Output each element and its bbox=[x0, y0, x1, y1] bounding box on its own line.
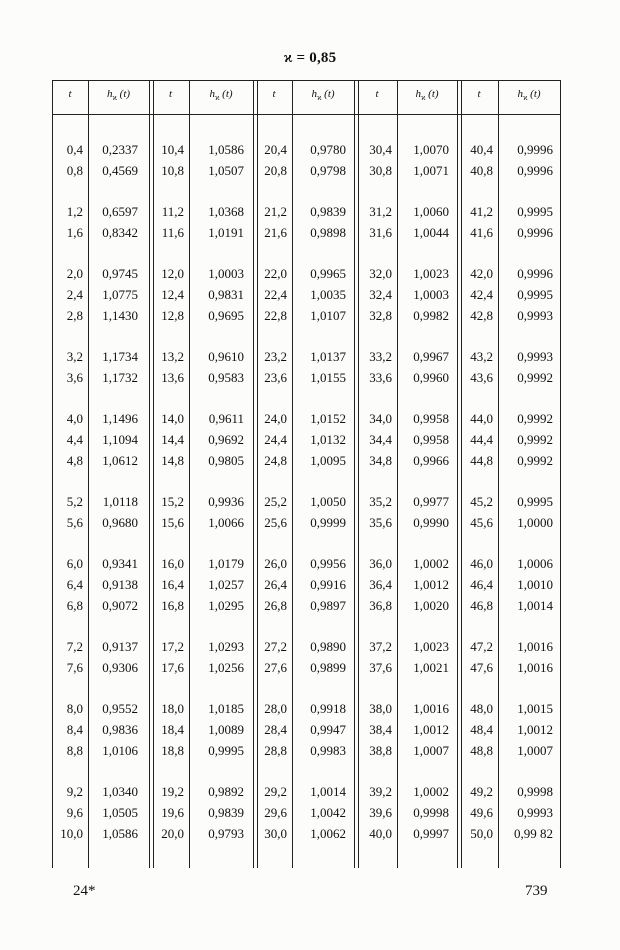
t-value: 4,8 bbox=[66, 453, 83, 468]
h-value: 1,0118 bbox=[102, 494, 138, 509]
column-rule bbox=[560, 80, 561, 868]
t-value: 0,4 bbox=[66, 142, 83, 157]
t-value: 20,4 bbox=[264, 142, 287, 157]
t-value: 12,0 bbox=[161, 266, 184, 281]
t-value: 0,8 bbox=[66, 163, 83, 178]
h-value: 0,9918 bbox=[310, 701, 346, 716]
h-value: 0,9965 bbox=[310, 266, 346, 281]
h-value: 0,6597 bbox=[102, 204, 138, 219]
h-value: 0,9680 bbox=[102, 515, 138, 530]
t-value: 33,6 bbox=[369, 370, 392, 385]
h-value: 0,9745 bbox=[102, 266, 138, 281]
t-value: 49,2 bbox=[470, 784, 493, 799]
t-value: 44,4 bbox=[470, 432, 493, 447]
t-value: 42,8 bbox=[470, 308, 493, 323]
h-value: 0,9995 bbox=[208, 743, 244, 758]
t-value: 42,0 bbox=[470, 266, 493, 281]
h-value: 0,9996 bbox=[517, 225, 553, 240]
table-title: ϰ = 0,85 bbox=[283, 50, 337, 66]
t-value: 38,4 bbox=[369, 722, 392, 737]
t-value: 30,8 bbox=[369, 163, 392, 178]
t-value: 8,0 bbox=[66, 701, 83, 716]
t-value: 18,4 bbox=[161, 722, 184, 737]
h-value: 0,9966 bbox=[413, 453, 449, 468]
t-value: 30,4 bbox=[369, 142, 392, 157]
h-value: 1,0003 bbox=[413, 287, 449, 302]
header-h bbox=[397, 88, 457, 108]
t-value: 20,8 bbox=[264, 163, 287, 178]
t-value: 18,0 bbox=[161, 701, 184, 716]
header-h-symbol: h bbox=[517, 88, 523, 100]
h-value: 1,0132 bbox=[310, 432, 346, 447]
h-value: 0,9072 bbox=[102, 598, 138, 613]
t-value: 25,2 bbox=[264, 494, 287, 509]
values-table bbox=[52, 80, 560, 868]
h-value: 1,0060 bbox=[413, 204, 449, 219]
h-value: 1,0107 bbox=[310, 308, 346, 323]
h-value: 0,8342 bbox=[102, 225, 138, 240]
header-h-subscript: ϰ bbox=[214, 93, 220, 103]
h-value: 1,0256 bbox=[208, 660, 244, 675]
t-value: 32,4 bbox=[369, 287, 392, 302]
t-value: 37,6 bbox=[369, 660, 392, 675]
t-value: 19,2 bbox=[161, 784, 184, 799]
h-value: 0,9947 bbox=[310, 722, 346, 737]
header-h-symbol: h bbox=[415, 88, 421, 100]
h-value: 0,9611 bbox=[208, 411, 244, 426]
t-value: 43,2 bbox=[470, 349, 493, 364]
t-value: 22,8 bbox=[264, 308, 287, 323]
h-value: 1,0002 bbox=[413, 784, 449, 799]
t-value: 35,2 bbox=[369, 494, 392, 509]
header-h-argument: (t) bbox=[321, 88, 335, 100]
h-value: 1,0012 bbox=[413, 722, 449, 737]
t-value: 6,8 bbox=[66, 598, 83, 613]
t-value: 26,8 bbox=[264, 598, 287, 613]
t-value: 44,0 bbox=[470, 411, 493, 426]
header-t: t bbox=[168, 88, 173, 100]
t-value: 3,6 bbox=[66, 370, 83, 385]
t-value: 48,8 bbox=[470, 743, 493, 758]
h-value: 1,0014 bbox=[310, 784, 346, 799]
h-value: 0,9138 bbox=[102, 577, 138, 592]
t-value: 42,4 bbox=[470, 287, 493, 302]
t-value: 34,8 bbox=[369, 453, 392, 468]
t-value: 3,2 bbox=[66, 349, 83, 364]
t-value: 36,8 bbox=[369, 598, 392, 613]
h-value: 0,9982 bbox=[413, 308, 449, 323]
h-value: 1,0016 bbox=[413, 701, 449, 716]
t-value: 10,4 bbox=[161, 142, 184, 157]
header-h-argument: (t) bbox=[425, 88, 439, 100]
t-value: 46,8 bbox=[470, 598, 493, 613]
header-h-symbol: h bbox=[106, 88, 113, 100]
t-value: 37,2 bbox=[369, 639, 392, 654]
t-value: 24,0 bbox=[264, 411, 287, 426]
t-value: 26,0 bbox=[264, 556, 287, 571]
t-value: 16,0 bbox=[161, 556, 184, 571]
h-value: 0,9793 bbox=[208, 826, 244, 841]
h-value: 1,0003 bbox=[208, 266, 244, 281]
t-value: 34,4 bbox=[369, 432, 392, 447]
t-value: 15,2 bbox=[161, 494, 184, 509]
t-value: 27,6 bbox=[264, 660, 287, 675]
t-value: 39,2 bbox=[369, 784, 392, 799]
t-value: 21,2 bbox=[264, 204, 287, 219]
h-value: 1,0007 bbox=[517, 743, 553, 758]
h-value: 1,0612 bbox=[102, 453, 138, 468]
t-value: 2,0 bbox=[66, 266, 83, 281]
h-value: 1,0152 bbox=[310, 411, 346, 426]
t-value: 2,8 bbox=[66, 308, 83, 323]
header-h bbox=[88, 88, 149, 108]
h-value: 1,0191 bbox=[208, 225, 244, 240]
h-value: 1,0012 bbox=[517, 722, 553, 737]
h-value: 1,0368 bbox=[208, 204, 244, 219]
t-value: 23,2 bbox=[264, 349, 287, 364]
t-value: 30,0 bbox=[264, 826, 287, 841]
t-value: 4,4 bbox=[66, 432, 83, 447]
header-h-subscript: ϰ bbox=[522, 93, 528, 103]
t-value: 47,2 bbox=[470, 639, 493, 654]
header-t: t bbox=[477, 88, 481, 100]
t-value: 32,8 bbox=[369, 308, 392, 323]
h-value: 0,9992 bbox=[517, 453, 553, 468]
h-value: 1,0062 bbox=[310, 826, 346, 841]
t-value: 25,6 bbox=[264, 515, 287, 530]
h-value: 1,0185 bbox=[208, 701, 244, 716]
h-value: 1,1734 bbox=[102, 349, 138, 364]
h-value: 0,9898 bbox=[310, 225, 346, 240]
h-value: 0,9993 bbox=[517, 308, 553, 323]
h-value: 1,0050 bbox=[310, 494, 346, 509]
h-value: 0,9137 bbox=[102, 639, 138, 654]
header-h-argument: (t) bbox=[116, 88, 131, 100]
t-value: 31,6 bbox=[369, 225, 392, 240]
t-value: 32,0 bbox=[369, 266, 392, 281]
t-value: 47,6 bbox=[470, 660, 493, 675]
t-value: 14,8 bbox=[161, 453, 184, 468]
h-value: 0,9967 bbox=[413, 349, 449, 364]
t-value: 49,6 bbox=[470, 805, 493, 820]
h-value: 1,1094 bbox=[102, 432, 138, 447]
t-value: 24,8 bbox=[264, 453, 287, 468]
t-value: 44,8 bbox=[470, 453, 493, 468]
h-value: 0,9831 bbox=[208, 287, 244, 302]
h-value: 0,9977 bbox=[413, 494, 449, 509]
header-h-argument: (t) bbox=[527, 88, 541, 100]
h-value: 1,0020 bbox=[413, 598, 449, 613]
t-value: 5,6 bbox=[66, 515, 83, 530]
t-value: 36,0 bbox=[369, 556, 392, 571]
h-value: 0,9956 bbox=[310, 556, 346, 571]
header-t: t bbox=[272, 88, 276, 100]
header-h-symbol: h bbox=[311, 88, 317, 100]
t-value: 46,0 bbox=[470, 556, 493, 571]
t-value: 38,8 bbox=[369, 743, 392, 758]
header-h-subscript: ϰ bbox=[316, 93, 322, 103]
t-value: 2,4 bbox=[66, 287, 83, 302]
h-value: 1,0071 bbox=[413, 163, 449, 178]
t-value: 41,2 bbox=[470, 204, 493, 219]
t-value: 35,6 bbox=[369, 515, 392, 530]
h-value: 0,9995 bbox=[517, 494, 553, 509]
h-value: 0,9993 bbox=[517, 805, 553, 820]
t-value: 8,8 bbox=[66, 743, 83, 758]
h-value: 0,9958 bbox=[413, 432, 449, 447]
h-value: 1,1430 bbox=[102, 308, 138, 323]
h-value: 0,9995 bbox=[517, 287, 553, 302]
h-value: 0,9839 bbox=[310, 204, 346, 219]
header-t: t bbox=[375, 88, 379, 100]
t-value: 36,4 bbox=[369, 577, 392, 592]
t-value: 16,4 bbox=[161, 577, 184, 592]
h-value: 1,0179 bbox=[208, 556, 244, 571]
t-value: 22,0 bbox=[264, 266, 287, 281]
t-value: 50,0 bbox=[470, 826, 493, 841]
t-value: 26,4 bbox=[264, 577, 287, 592]
h-value: 1,0507 bbox=[208, 163, 244, 178]
t-value: 15,6 bbox=[161, 515, 184, 530]
h-value: 1,0010 bbox=[517, 577, 553, 592]
t-value: 33,2 bbox=[369, 349, 392, 364]
h-value: 0,9306 bbox=[102, 660, 138, 675]
h-value: 1,0023 bbox=[413, 266, 449, 281]
h-value: 0,9983 bbox=[310, 743, 346, 758]
h-value: 0,9836 bbox=[102, 722, 138, 737]
h-value: 1,0295 bbox=[208, 598, 244, 613]
t-value: 1,6 bbox=[66, 225, 83, 240]
t-value: 7,2 bbox=[66, 639, 83, 654]
h-value: 1,0257 bbox=[208, 577, 244, 592]
h-value: 0,9583 bbox=[208, 370, 244, 385]
t-value: 10,0 bbox=[60, 826, 83, 841]
header-h bbox=[292, 88, 354, 108]
t-value: 31,2 bbox=[369, 204, 392, 219]
header-h-subscript: ϰ bbox=[112, 93, 117, 103]
t-value: 11,2 bbox=[161, 204, 184, 219]
h-value: 0,9780 bbox=[310, 142, 346, 157]
h-value: 0,4569 bbox=[102, 163, 138, 178]
t-value: 18,8 bbox=[161, 743, 184, 758]
h-value: 1,0012 bbox=[413, 577, 449, 592]
t-value: 40,4 bbox=[470, 142, 493, 157]
t-value: 10,8 bbox=[161, 163, 184, 178]
t-value: 14,0 bbox=[161, 411, 184, 426]
h-value: 1,0586 bbox=[102, 826, 138, 841]
h-value: 0,9610 bbox=[208, 349, 244, 364]
h-value: 0,9996 bbox=[517, 163, 553, 178]
h-value: 1,0095 bbox=[310, 453, 346, 468]
header-h-argument: (t) bbox=[219, 88, 233, 100]
h-value: 1,0775 bbox=[102, 287, 138, 302]
header-h-subscript: ϰ bbox=[420, 93, 426, 103]
h-value: 0,9996 bbox=[517, 142, 553, 157]
h-value: 1,0015 bbox=[517, 701, 553, 716]
page-number: 739 bbox=[525, 883, 548, 899]
h-value: 0,9798 bbox=[310, 163, 346, 178]
t-value: 29,6 bbox=[264, 805, 287, 820]
h-value: 1,0070 bbox=[413, 142, 449, 157]
t-value: 17,2 bbox=[161, 639, 184, 654]
h-value: 1,0000 bbox=[517, 515, 553, 530]
t-value: 46,4 bbox=[470, 577, 493, 592]
h-value: 0,9960 bbox=[413, 370, 449, 385]
h-value: 0,9996 bbox=[517, 266, 553, 281]
t-value: 28,4 bbox=[264, 722, 287, 737]
t-value: 28,8 bbox=[264, 743, 287, 758]
header-t: t bbox=[68, 88, 72, 100]
t-value: 6,0 bbox=[66, 556, 83, 571]
h-value: 0,9552 bbox=[102, 701, 138, 716]
h-value: 1,0106 bbox=[102, 743, 138, 758]
t-value: 12,4 bbox=[161, 287, 184, 302]
h-value: 1,1496 bbox=[102, 411, 138, 426]
t-value: 40,8 bbox=[470, 163, 493, 178]
h-value: 0,9890 bbox=[310, 639, 346, 654]
t-value: 9,2 bbox=[66, 784, 83, 799]
t-value: 8,4 bbox=[66, 722, 83, 737]
h-value: 1,0016 bbox=[517, 639, 553, 654]
h-value: 0,9692 bbox=[208, 432, 244, 447]
h-value: 0,9341 bbox=[102, 556, 138, 571]
t-value: 23,6 bbox=[264, 370, 287, 385]
h-value: 1,0023 bbox=[413, 639, 449, 654]
t-value: 41,6 bbox=[470, 225, 493, 240]
t-value: 9,6 bbox=[66, 805, 83, 820]
t-value: 28,0 bbox=[264, 701, 287, 716]
t-value: 21,6 bbox=[264, 225, 287, 240]
t-value: 22,4 bbox=[264, 287, 287, 302]
t-value: 45,2 bbox=[470, 494, 493, 509]
t-value: 17,6 bbox=[161, 660, 184, 675]
t-value: 43,6 bbox=[470, 370, 493, 385]
t-value: 48,4 bbox=[470, 722, 493, 737]
t-value: 7,6 bbox=[66, 660, 83, 675]
h-value: 0,9916 bbox=[310, 577, 346, 592]
t-value: 40,0 bbox=[369, 826, 392, 841]
t-value: 27,2 bbox=[264, 639, 287, 654]
signature-mark: 24* bbox=[73, 883, 96, 899]
h-value: 0,99 82 bbox=[514, 826, 553, 841]
h-value: 0,9995 bbox=[517, 204, 553, 219]
t-value: 11,6 bbox=[161, 225, 184, 240]
t-value: 48,0 bbox=[470, 701, 493, 716]
h-value: 0,9998 bbox=[517, 784, 553, 799]
h-value: 0,9990 bbox=[413, 515, 449, 530]
h-value: 0,9892 bbox=[208, 784, 244, 799]
header-h bbox=[498, 88, 560, 108]
h-value: 1,0014 bbox=[517, 598, 553, 613]
h-value: 1,0035 bbox=[310, 287, 346, 302]
table-top-rule bbox=[52, 80, 560, 81]
h-value: 0,9999 bbox=[310, 515, 346, 530]
t-value: 34,0 bbox=[369, 411, 392, 426]
h-value: 1,1732 bbox=[102, 370, 138, 385]
t-value: 12,8 bbox=[161, 308, 184, 323]
h-value: 1,0007 bbox=[413, 743, 449, 758]
header-h-symbol: h bbox=[209, 88, 215, 100]
h-value: 1,0042 bbox=[310, 805, 346, 820]
t-value: 39,6 bbox=[369, 805, 392, 820]
h-value: 1,0586 bbox=[208, 142, 244, 157]
t-value: 24,4 bbox=[264, 432, 287, 447]
h-value: 0,9899 bbox=[310, 660, 346, 675]
h-value: 0,9695 bbox=[208, 308, 244, 323]
t-value: 16,8 bbox=[161, 598, 184, 613]
h-value: 0,9992 bbox=[517, 411, 553, 426]
t-value: 45,6 bbox=[470, 515, 493, 530]
h-value: 1,0044 bbox=[413, 225, 449, 240]
t-value: 29,2 bbox=[264, 784, 287, 799]
t-value: 4,0 bbox=[66, 411, 83, 426]
t-value: 13,2 bbox=[161, 349, 184, 364]
t-value: 38,0 bbox=[369, 701, 392, 716]
h-value: 1,0293 bbox=[208, 639, 244, 654]
h-value: 1,0021 bbox=[413, 660, 449, 675]
h-value: 1,0505 bbox=[102, 805, 138, 820]
h-value: 1,0340 bbox=[102, 784, 138, 799]
h-value: 1,0137 bbox=[310, 349, 346, 364]
h-value: 0,9897 bbox=[310, 598, 346, 613]
t-value: 19,6 bbox=[161, 805, 184, 820]
header-rule bbox=[52, 114, 560, 115]
h-value: 0,9839 bbox=[208, 805, 244, 820]
h-value: 1,0006 bbox=[517, 556, 553, 571]
h-value: 0,9998 bbox=[413, 805, 449, 820]
h-value: 0,9936 bbox=[208, 494, 244, 509]
header-h bbox=[189, 88, 253, 108]
t-value: 20,0 bbox=[161, 826, 184, 841]
h-value: 0,9992 bbox=[517, 432, 553, 447]
t-value: 5,2 bbox=[66, 494, 83, 509]
t-value: 6,4 bbox=[66, 577, 83, 592]
h-value: 1,0089 bbox=[208, 722, 244, 737]
h-value: 1,0016 bbox=[517, 660, 553, 675]
t-value: 14,4 bbox=[161, 432, 184, 447]
h-value: 0,2337 bbox=[102, 142, 138, 157]
h-value: 1,0066 bbox=[208, 515, 244, 530]
h-value: 1,0155 bbox=[310, 370, 346, 385]
h-value: 0,9805 bbox=[208, 453, 244, 468]
h-value: 0,9958 bbox=[413, 411, 449, 426]
h-value: 0,9997 bbox=[413, 826, 449, 841]
t-value: 13,6 bbox=[161, 370, 184, 385]
h-value: 0,9993 bbox=[517, 349, 553, 364]
t-value: 1,2 bbox=[66, 204, 83, 219]
h-value: 1,0002 bbox=[413, 556, 449, 571]
h-value: 0,9992 bbox=[517, 370, 553, 385]
